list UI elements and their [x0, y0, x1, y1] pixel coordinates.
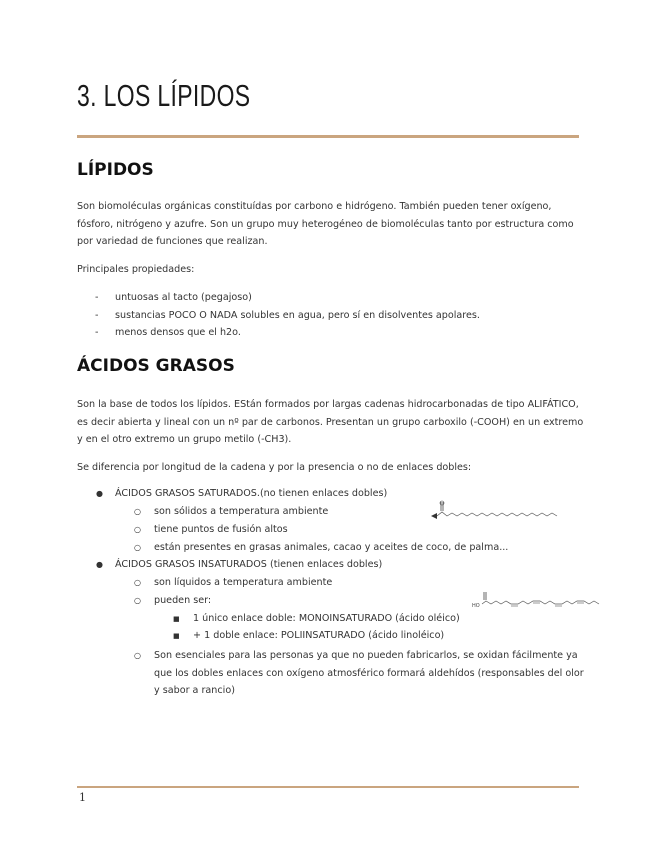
list-item: [95, 292, 252, 303]
circle-marker: ○: [134, 578, 141, 587]
list-item-text: son sólidos a temperatura ambiente: [154, 506, 329, 517]
list-item-text: 1 único enlace doble: MONOINSATURADO (ácido oléico): [193, 613, 460, 624]
square-marker: ■: [173, 632, 180, 640]
list-item: [173, 613, 460, 624]
list-item-text: pueden ser:: [154, 595, 212, 606]
bullet-marker: ●: [96, 560, 103, 569]
circle-marker: ○: [134, 596, 141, 605]
list-item-text: sustancias POCO O NADA solubles en agua, pero sí en disolventes apolares.: [115, 310, 480, 321]
saturated-fatty-acid-structure: [428, 500, 563, 522]
list-item-text: + 1 doble enlace: POLIINSATURADO (ácido linoléico): [193, 630, 445, 641]
dash-marker: -: [95, 292, 99, 303]
list-item: [134, 595, 211, 606]
list-item: [134, 506, 328, 517]
circle-marker: ○: [134, 525, 141, 534]
lipidos-heading: LÍPIDOS: [77, 160, 154, 180]
circle-marker: ○: [134, 651, 141, 660]
dash-marker: -: [95, 327, 99, 338]
list-item-text: ÁCIDOS GRASOS SATURADOS.(no tienen enlaces dobles): [115, 488, 388, 499]
list-item: [134, 647, 584, 700]
list-item-insaturados: [96, 559, 382, 570]
list-item-text: Son esenciales para las personas ya que no pueden fabricarlos, se oxidan fácilmente ya que los dobles enlaces con oxígeno atmosférico formará aldehídos (responsables del olor y sabor a rancio): [154, 650, 584, 697]
list-item: [95, 327, 241, 338]
acidos-heading: ÁCIDOS GRASOS: [77, 356, 235, 376]
list-item: [134, 524, 288, 535]
list-item: [134, 577, 332, 588]
unsaturated-fatty-acid-structure: [470, 590, 605, 612]
list-item-text: tiene puntos de fusión altos: [154, 524, 288, 535]
properties-label: Principales propiedades:: [77, 264, 195, 275]
page-number: 1: [79, 791, 86, 804]
list-item-text: menos densos que el h2o.: [115, 327, 241, 338]
square-marker: ■: [173, 615, 180, 623]
circle-marker: ○: [134, 507, 141, 516]
bullet-marker: ●: [96, 489, 103, 498]
list-item-saturados: [96, 488, 387, 499]
lipidos-intro: Son biomoléculas orgánicas constituídas por carbono e hidrógeno. También pueden tener oxígeno, fósforo, nitrógeno y azufre. Son un grupo muy heterogéneo de biomoléculas tanto por estructura como por variedad de funciones que realizan.: [77, 201, 574, 248]
list-item-text: están presentes en grasas animales, cacao y aceites de coco, de palma...: [154, 542, 509, 553]
acidos-diff: Se diferencia por longitud de la cadena y por la presencia o no de enlaces dobles:: [77, 462, 472, 473]
list-item: [95, 310, 480, 321]
list-item-text: untuosas al tacto (pegajoso): [115, 292, 252, 303]
document-title: 3. LOS LÍPIDOS: [77, 78, 251, 113]
svg-text:HO: HO: [472, 603, 480, 609]
dash-marker: -: [95, 310, 99, 321]
circle-marker: ○: [134, 543, 141, 552]
title-divider: [77, 135, 579, 138]
list-item: [134, 542, 508, 553]
acidos-intro: Son la base de todos los lípidos. EStán formados por largas cadenas hidrocarbonadas de tipo ALIFÁTICO, es decir abierta y lineal con un nº par de carbonos. Presentan un grupo carboxilo (-COOH) en un extremo y en el otro extremo un grupo metilo (-CH3).: [77, 399, 584, 446]
list-item-text: ÁCIDOS GRASOS INSATURADOS (tienen enlaces dobles): [115, 559, 383, 570]
list-item: [173, 630, 444, 641]
list-item-text: son líquidos a temperatura ambiente: [154, 577, 333, 588]
footer-divider: [77, 786, 579, 788]
